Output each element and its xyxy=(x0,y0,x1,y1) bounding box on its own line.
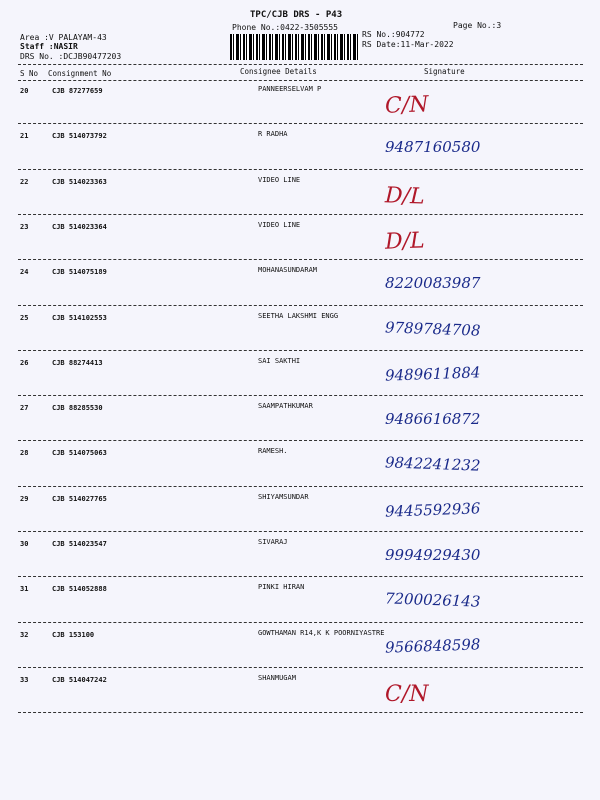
column-consignment: Consignment No xyxy=(48,69,112,78)
signature-handwriting: 9994929430 xyxy=(385,546,481,564)
row-consignee: SEETHA LAKSHMI ENGG xyxy=(258,311,339,320)
row-consignment: CJB 514023363 xyxy=(52,177,107,186)
signature-handwriting: D/L xyxy=(384,182,426,210)
row-consignee: R RADHA xyxy=(258,130,288,139)
signature-handwriting: C/N xyxy=(384,92,429,119)
signature-handwriting: 9489611884 xyxy=(384,363,481,385)
row-consignment: CJB 514047242 xyxy=(52,675,107,684)
row-divider xyxy=(18,350,583,351)
row-divider xyxy=(18,395,583,396)
row-divider xyxy=(18,531,583,532)
row-sno: 21 xyxy=(20,132,29,141)
staff-label: Staff :NASIR xyxy=(20,42,78,51)
row-consignee: PINKI HIRAN xyxy=(258,583,305,592)
row-consignee: VIDEO LINE xyxy=(258,175,301,184)
row-sno: 33 xyxy=(20,675,29,684)
rs-number: RS No.:904772 xyxy=(362,30,425,39)
column-signature: Signature xyxy=(424,67,465,76)
row-sno: 27 xyxy=(20,404,29,413)
row-consignment: CJB 514052888 xyxy=(52,585,107,594)
phone-number: Phone No.:0422-3505555 xyxy=(232,23,338,32)
row-divider xyxy=(18,576,583,577)
row-divider xyxy=(18,214,583,215)
row-consignment: CJB 514073792 xyxy=(52,132,107,141)
row-consignment: CJB 514023364 xyxy=(52,222,107,231)
signature-handwriting: 9789784708 xyxy=(384,317,481,340)
row-consignee: SIVARAJ xyxy=(258,538,288,546)
column-sno: S No xyxy=(20,69,39,78)
row-divider xyxy=(18,123,583,124)
row-sno: 25 xyxy=(20,313,29,322)
row-divider xyxy=(18,622,583,623)
row-consignee: VIDEO LINE xyxy=(258,220,301,229)
row-consignment: CJB 88285530 xyxy=(52,404,103,413)
row-consignee: SAI SAKTHI xyxy=(258,356,301,365)
column-consignee: Consignee Details xyxy=(240,67,317,76)
row-consignment: CJB 514027765 xyxy=(52,494,107,503)
signature-handwriting: 8220083987 xyxy=(385,274,481,293)
row-sno: 31 xyxy=(20,585,29,594)
row-consignment: CJB 514023547 xyxy=(52,540,107,548)
row-sno: 22 xyxy=(20,177,29,186)
row-consignment: CJB 514075063 xyxy=(52,449,107,458)
row-divider xyxy=(18,305,583,306)
rs-date: RS Date:11-Mar-2022 xyxy=(362,40,454,49)
signature-handwriting: 9487160580 xyxy=(385,138,481,157)
document-title: TPC/CJB DRS - P43 xyxy=(250,10,343,20)
signature-handwriting: 9445592936 xyxy=(384,499,481,521)
page-number: Page No.:3 xyxy=(453,21,502,30)
signature-handwriting: D/L xyxy=(384,228,426,255)
signature-handwriting: 9842241232 xyxy=(384,453,481,476)
column-divider xyxy=(18,80,583,81)
row-consignee: RAMESH. xyxy=(258,447,288,456)
row-consignment: CJB 87277659 xyxy=(52,87,103,95)
signature-handwriting: C/N xyxy=(385,681,429,707)
row-sno: 26 xyxy=(20,358,29,367)
row-divider xyxy=(18,169,583,170)
row-sno: 30 xyxy=(20,540,29,548)
row-divider xyxy=(18,712,583,713)
row-divider xyxy=(18,486,583,487)
row-consignee: GOWTHAMAN R14,K K POORNIYASTRE xyxy=(258,628,385,637)
signature-handwriting: 9566848598 xyxy=(384,634,481,657)
row-divider xyxy=(18,667,583,668)
row-sno: 23 xyxy=(20,222,29,231)
row-sno: 28 xyxy=(20,449,29,458)
row-sno: 29 xyxy=(20,494,29,503)
row-divider xyxy=(18,440,583,441)
row-consignee: SHANMUGAM xyxy=(258,673,296,682)
row-divider xyxy=(18,259,583,260)
signature-handwriting: 9486616872 xyxy=(385,410,481,429)
row-consignee: MOHANASUNDARAM xyxy=(258,266,318,275)
header-divider xyxy=(18,64,583,65)
row-sno: 32 xyxy=(20,630,29,639)
barcode-image xyxy=(230,34,360,60)
row-consignment: CJB 88274413 xyxy=(52,358,103,367)
signature-handwriting: 7200026143 xyxy=(384,589,481,611)
row-consignee: SHIYAMSUNDAR xyxy=(258,492,309,501)
row-consignee: SAAMPATHKUMAR xyxy=(258,402,313,411)
row-consignment: CJB 514102553 xyxy=(52,313,107,322)
row-consignment: CJB 153100 xyxy=(52,630,95,639)
drs-number: DRS No. :DCJB90477203 xyxy=(20,52,122,61)
area-label: Area :V PALAYAM-43 xyxy=(20,33,107,42)
row-consignment: CJB 514075189 xyxy=(52,268,107,277)
row-sno: 24 xyxy=(20,268,29,277)
row-sno: 20 xyxy=(20,87,29,95)
row-consignee: PANNEERSELVAM P xyxy=(258,85,322,93)
